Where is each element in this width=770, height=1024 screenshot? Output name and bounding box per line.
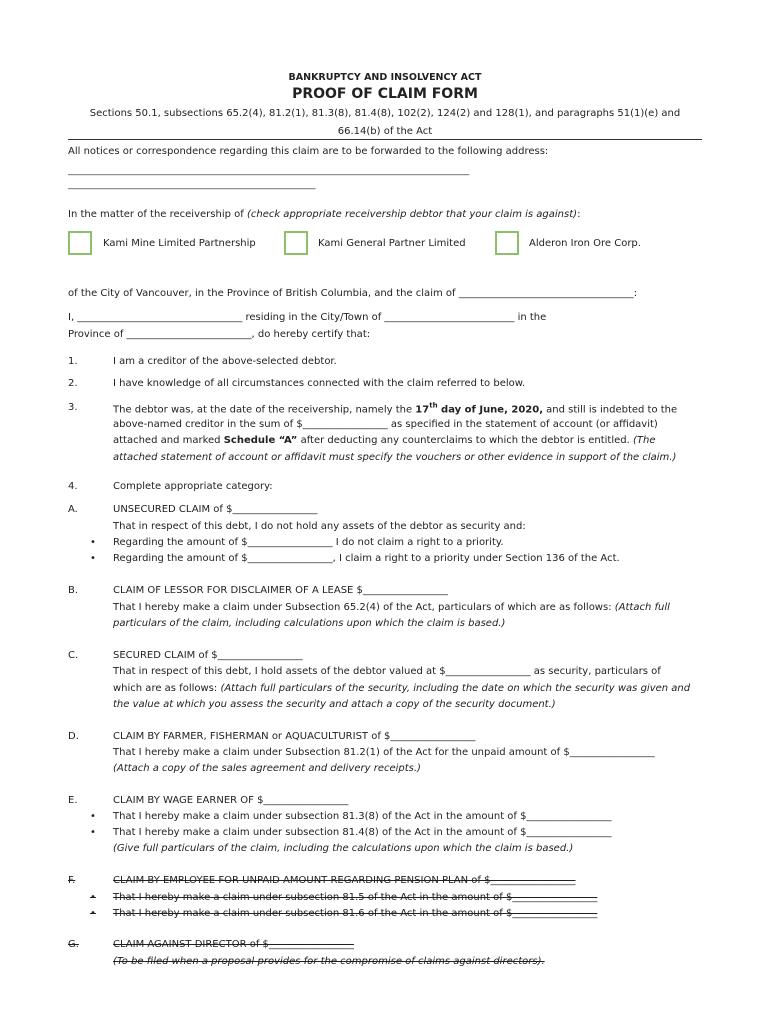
section-e-heading[interactable]: CLAIM BY WAGE EARNER OF $_________________ — [113, 795, 349, 806]
section-d-line-1[interactable]: That I hereby make a claim under Subsection 81.2(1) of the Act for the unpaid amount of $_________________ — [113, 747, 655, 758]
section-c-line-2: which are as follows: (Attach full particulars of the security, including the date on which the security was given and — [113, 683, 691, 694]
section-f-bullet-1: That I hereby make a claim under subsection 81.5 of the Act in the amount of $_________________ — [113, 892, 598, 903]
debtor-label-kami-general: Kami General Partner Limited — [318, 238, 466, 249]
address-notice: All notices or correspondence regarding this claim are to be forwarded to the following address: — [68, 146, 549, 157]
item-text-3-line-4: attached statement of account or affidavit must specify the vouchers or other evidence in support of the claim.) — [113, 452, 677, 463]
checkbox-kami-general[interactable] — [284, 231, 308, 255]
section-g-heading: CLAIM AGAINST DIRECTOR of $_________________ — [113, 939, 354, 950]
section-g-note: (To be filed when a proposal provides for the compromise of claims against directors). — [113, 956, 545, 967]
item-text-3-line-1: The debtor was, at the date of the receivership, namely the 17th day of June, 2020, and still is indebted to the — [113, 402, 678, 416]
section-b-heading[interactable]: CLAIM OF LESSOR FOR DISCLAIMER OF A LEASE $_________________ — [113, 585, 448, 596]
section-d-line-2: (Attach a copy of the sales agreement and delivery receipts.) — [113, 763, 421, 774]
section-a-heading[interactable]: UNSECURED CLAIM of $_________________ — [113, 504, 318, 515]
act-title: BANKRUPTCY AND INSOLVENCY ACT — [288, 72, 482, 83]
section-e-letter: E. — [68, 795, 78, 806]
item-text-4: Complete appropriate category: — [113, 481, 273, 492]
certify-line-1[interactable]: I, _________________________________ residing in the City/Town of __________________________ in the — [68, 312, 547, 323]
claim-location-line[interactable]: of the City of Vancouver, in the Province of British Columbia, and the claim of ___________________________________: — [68, 288, 638, 299]
debtor-label-kami-mine: Kami Mine Limited Partnership — [103, 238, 256, 249]
certify-line-2[interactable]: Province of _________________________, do hereby certify that: — [68, 329, 371, 340]
item-text-1: I am a creditor of the above-selected debtor. — [113, 356, 337, 367]
section-b-letter: B. — [68, 585, 79, 596]
section-d-letter: D. — [68, 731, 79, 742]
sections-reference-cont: 66.14(b) of the Act — [337, 126, 433, 137]
section-e-bullet-2[interactable]: That I hereby make a claim under subsection 81.4(8) of the Act in the amount of $_________________ — [113, 827, 612, 838]
checkbox-kami-mine[interactable] — [68, 231, 92, 255]
receivership-intro: In the matter of the receivership of (check appropriate receivership debtor that your claim is against): — [68, 209, 581, 220]
bullet-icon: • — [90, 537, 96, 548]
section-a-bullet-2[interactable]: Regarding the amount of $_________________, I claim a right to a priority under Section 136 of the Act. — [113, 553, 620, 564]
section-b-line-2: particulars of the claim, including calculations upon which the claim is based.) — [113, 618, 506, 629]
section-c-letter: C. — [68, 650, 79, 661]
header-divider — [68, 139, 702, 140]
item-text-3-line-3: attached and marked Schedule “A” after deducting any counterclaims to which the debtor is entitled. (The — [113, 435, 656, 446]
sections-reference: Sections 50.1, subsections 65.2(4), 81.2(1), 81.3(8), 81.4(8), 102(2), 124(2) and 128(1), and paragraphs 51(1)(e) and — [89, 108, 681, 119]
form-title: PROOF OF CLAIM FORM — [292, 86, 478, 102]
checkbox-alderon[interactable] — [495, 231, 519, 255]
bullet-icon: • — [90, 892, 96, 903]
section-b-line-1: That I hereby make a claim under Subsection 65.2(4) of the Act, particulars of which are as follows: (Attach full — [113, 602, 670, 613]
section-c-line-1[interactable]: That in respect of this debt, I hold assets of the debtor valued at $_________________ as security, particulars of — [113, 666, 661, 677]
item-number-1: 1. — [68, 356, 78, 367]
bullet-icon: • — [90, 811, 96, 822]
section-g-letter: G. — [68, 939, 79, 950]
bullet-icon: • — [90, 908, 96, 919]
section-e-bullet-1[interactable]: That I hereby make a claim under subsection 81.3(8) of the Act in the amount of $_________________ — [113, 811, 612, 822]
address-line-2[interactable]: _____________________________________________________________ — [68, 180, 316, 190]
section-f-bullet-2: That I hereby make a claim under subsection 81.6 of the Act in the amount of $_________________ — [113, 908, 598, 919]
item-number-2: 2. — [68, 378, 78, 389]
section-a-bullet-1[interactable]: Regarding the amount of $_________________ I do not claim a right to a priority. — [113, 537, 504, 548]
item-text-2: I have knowledge of all circumstances connected with the claim referred to below. — [113, 378, 526, 389]
section-f-heading: CLAIM BY EMPLOYEE FOR UNPAID AMOUNT REGARDING PENSION PLAN of $_________________ — [113, 875, 576, 886]
section-a-letter: A. — [68, 504, 78, 515]
section-a-line-1: That in respect of this debt, I do not hold any assets of the debtor as security and: — [113, 521, 526, 532]
section-c-heading[interactable]: SECURED CLAIM of $_________________ — [113, 650, 303, 661]
bullet-icon: • — [90, 553, 96, 564]
item-text-3-line-2[interactable]: above-named creditor in the sum of $_________________ as specified in the statement of account (or affidavit) — [113, 419, 658, 430]
item-number-4: 4. — [68, 481, 78, 492]
address-line-1[interactable]: ___________________________________________________________________________________________________ — [68, 166, 469, 176]
section-d-heading[interactable]: CLAIM BY FARMER, FISHERMAN or AQUACULTURIST of $_________________ — [113, 731, 476, 742]
item-number-3: 3. — [68, 402, 78, 413]
section-c-line-3: the value at which you assess the security and attach a copy of the security document.) — [113, 699, 556, 710]
bullet-icon: • — [90, 827, 96, 838]
debtor-label-alderon: Alderon Iron Ore Corp. — [529, 238, 641, 249]
section-e-note: (Give full particulars of the claim, including the calculations upon which the claim is based.) — [113, 843, 574, 854]
section-f-letter: F. — [68, 875, 76, 886]
